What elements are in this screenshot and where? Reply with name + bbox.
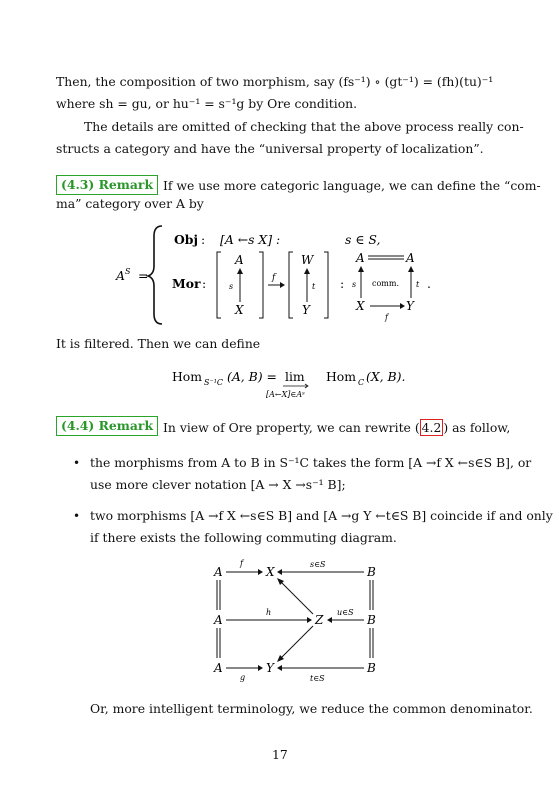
text-line: In view of Ore property, we can rewrite ( 4.2 ) as follow,	[163, 420, 511, 435]
svg-text:g: g	[240, 673, 246, 682]
svg-text:A: A	[214, 565, 223, 579]
svg-text:f: f	[272, 273, 276, 283]
svg-text:t∈S: t∈S	[310, 674, 325, 683]
svg-text:Y: Y	[406, 299, 414, 313]
svg-text:B: B	[367, 565, 376, 579]
text-line: It is filtered. Then we can define	[56, 336, 261, 351]
svg-text:lim: lim	[285, 369, 305, 384]
text-line: if there exists the following commuting diagram.	[90, 530, 397, 545]
page-number: 17	[272, 747, 288, 762]
hom-equation	[170, 364, 430, 404]
text-line: ma” category over A by	[56, 196, 204, 211]
text-line: Or, more intelligent terminology, we reduce the common denominator.	[90, 701, 533, 716]
obj-cond: s ∈ S,	[345, 232, 381, 247]
text-line: the morphisms from A to B in S⁻¹C takes the form [A →f X ←s∈S B], or	[90, 455, 532, 470]
svg-text:X: X	[235, 303, 244, 317]
bullet: •	[73, 509, 81, 523]
svg-text:h: h	[266, 608, 272, 617]
obj-expr: [A ←s X] :	[220, 232, 281, 247]
svg-text:A: A	[406, 251, 415, 265]
text-line: where sh = gu, or hu⁻¹ = s⁻¹g by Ore condition.	[56, 96, 358, 111]
svg-text:A: A	[235, 253, 244, 267]
svg-text:Y: Y	[266, 661, 274, 675]
lhs-sup: S	[125, 267, 131, 276]
svg-text::: :	[340, 276, 345, 291]
svg-text:X: X	[356, 299, 365, 313]
svg-text:(A, B) =: (A, B) =	[227, 369, 277, 384]
remark-label[interactable]: (4.3) Remark	[56, 175, 158, 195]
svg-text:A: A	[356, 251, 365, 265]
svg-text:Hom: Hom	[172, 369, 203, 384]
svg-text:(X, B).: (X, B).	[366, 369, 406, 384]
remark-label[interactable]: (4.4) Remark	[56, 416, 158, 436]
svg-text:t: t	[312, 282, 316, 291]
svg-text:Z: Z	[315, 613, 324, 627]
text-line: If we use more categoric language, we can define the “com-	[163, 178, 541, 193]
mor-label: Mor	[172, 276, 201, 291]
svg-text:comm.: comm.	[372, 279, 400, 288]
svg-text::: :	[201, 232, 206, 247]
obj-label: Obj	[174, 232, 198, 247]
svg-text::: :	[202, 276, 207, 291]
svg-text:S⁻¹C: S⁻¹C	[204, 378, 224, 387]
svg-text:t: t	[416, 280, 420, 289]
text-line: The details are omitted of checking that the above process really con-	[84, 119, 524, 134]
equation-reference-link[interactable]: 4.2	[421, 420, 442, 435]
svg-text:[A←X]∈Aˢ: [A←X]∈Aˢ	[266, 390, 305, 399]
category-definition	[100, 222, 460, 326]
svg-text:f: f	[385, 313, 388, 322]
svg-text:s: s	[352, 280, 357, 289]
lhs-A: A	[116, 268, 125, 283]
svg-text:s∈S: s∈S	[310, 560, 326, 569]
svg-text:B: B	[367, 613, 376, 627]
svg-text:X: X	[266, 565, 275, 579]
svg-text:A: A	[214, 613, 223, 627]
svg-text:Y: Y	[302, 303, 310, 317]
svg-text:A: A	[214, 661, 223, 675]
svg-text:B: B	[367, 661, 376, 675]
text-line: two morphisms [A →f X ←s∈S B] and [A →g Y ←t∈S B] coincide if and only	[90, 508, 553, 523]
svg-text:s: s	[229, 282, 234, 291]
text-line: use more clever notation [A → X →s⁻¹ B];	[90, 477, 346, 492]
svg-text:Hom: Hom	[326, 369, 357, 384]
text-line: Then, the composition of two morphism, say (fs⁻¹) ∘ (gt⁻¹) = (fh)(tu)⁻¹	[56, 74, 494, 89]
svg-text:W: W	[301, 253, 314, 267]
svg-text:u∈S: u∈S	[337, 608, 354, 617]
text-line: structs a category and have the “universal property of localization”.	[56, 141, 484, 156]
bullet: •	[73, 456, 81, 470]
svg-text:=: =	[138, 268, 149, 283]
commuting-diagram	[200, 556, 390, 690]
svg-text:C: C	[358, 378, 365, 387]
svg-text:f: f	[240, 559, 243, 568]
svg-text:.: .	[427, 276, 431, 291]
